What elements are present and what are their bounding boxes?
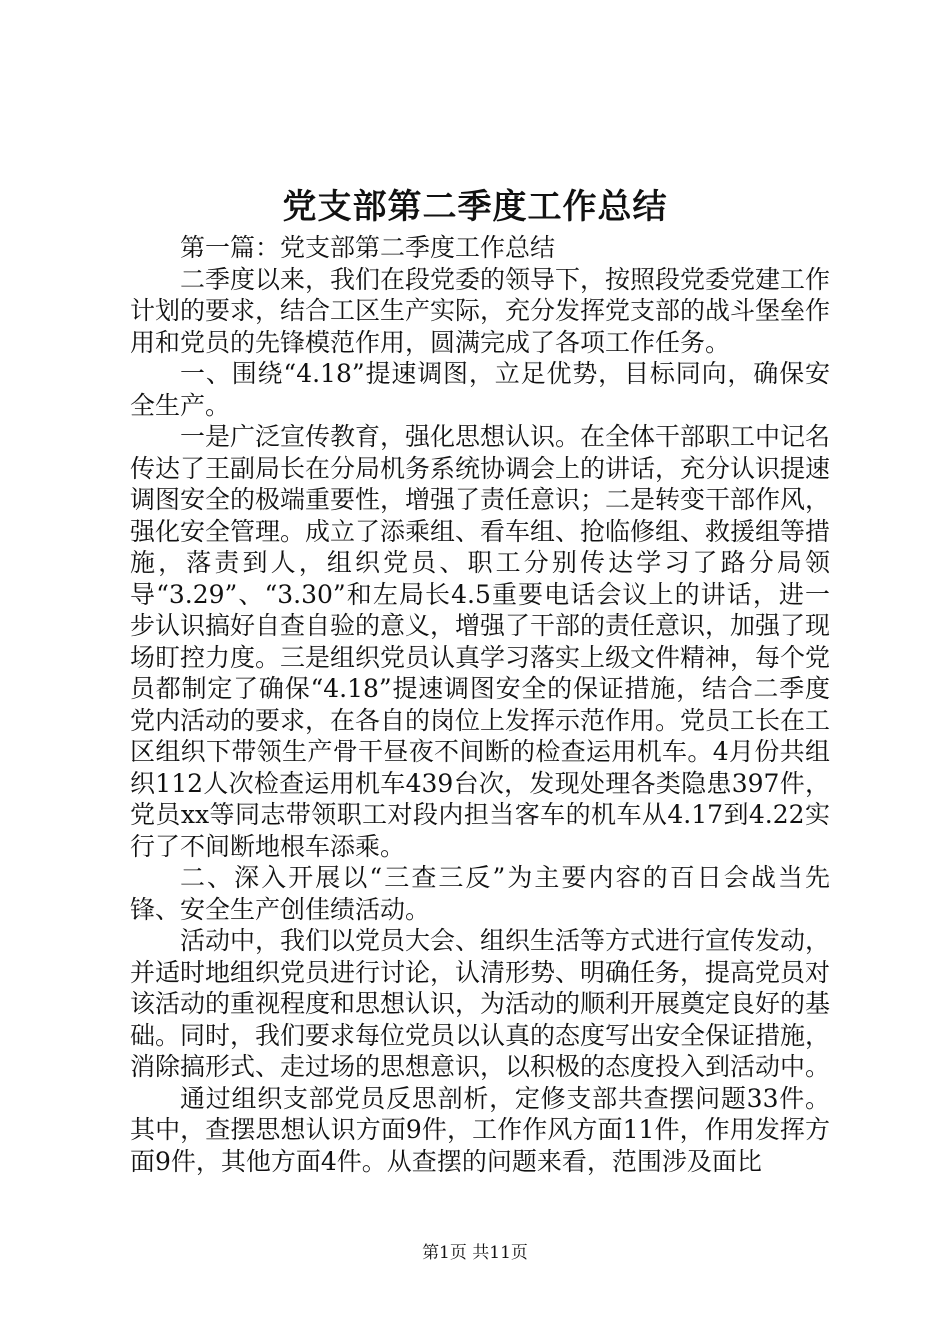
page-number-footer: 第1页 共11页: [422, 1243, 528, 1263]
document-body: [130, 232, 830, 1177]
section-heading: 二、深入开展以“三查三反”为主要内容的百日会战当先锋、安全生产创佳绩活动。: [130, 863, 830, 924]
paragraph: 一是广泛宣传教育，强化思想认识。在全体干部职工中记名传达了王副局长在分局机务系统协调会上的讲话，充分认识提速调图安全的极端重要性，增强了责任意识；二是转变干部作风，强化安全管理。成立了添乘组、看车组、抢临修组、救援组等措施，落责到人，组织党员、职工分别传达学习了路分局领导“3.29”、“3.30”和左局长4.5重要电话会议上的讲话，进一步认识搞好自查自验的意义，增强了干部的责任意识，加强了现场盯控力度。三是组织党员认真学习落实上级文件精神，每个党员都制定了确保“4.18”提速调图安全的保证措施，结合二季度党内活动的要求，在各自的岗位上发挥示范作用。党员工长在工区组织下带领生产骨干昼夜不间断的检查运用机车。4月份共组织112人次检查运用机车439台次，发现处理各类隐患397件，党员xx等同志带领职工对段内担当客车的机车从4.17到4.22实行了不间断地根车添乘。: [130, 422, 831, 861]
document-title: 党支部第二季度工作总结: [282, 187, 668, 227]
paragraph: 通过组织支部党员反思剖析，定修支部共查摆问题33件。其中，查摆思想认识方面9件，工作作风方面11件，作用发挥方面9件，其他方面4件。从查摆的问题来看，范围涉及面比: [130, 1083, 830, 1176]
section-heading: 一、围绕“4.18”提速调图，立足优势，目标同向，确保安全生产。: [130, 359, 830, 420]
paragraph: 活动中，我们以党员大会、组织生活等方式进行宣传发动，并适时地组织党员进行讨论，认清形势、明确任务，提高党员对该活动的重视程度和思想认识，为活动的顺利开展奠定良好的基础。同时，我们要求每位党员以认真的态度写出安全保证措施，消除搞形式、走过场的思想意识，以积极的态度投入到活动中。: [130, 926, 831, 1081]
section-heading: 第一篇：党支部第二季度工作总结: [180, 233, 556, 262]
paragraph: 二季度以来，我们在段党委的领导下，按照段党委党建工作计划的要求，结合工区生产实际，充分发挥党支部的战斗堡垒作用和党员的先锋模范作用，圆满完成了各项工作任务。: [130, 264, 831, 357]
